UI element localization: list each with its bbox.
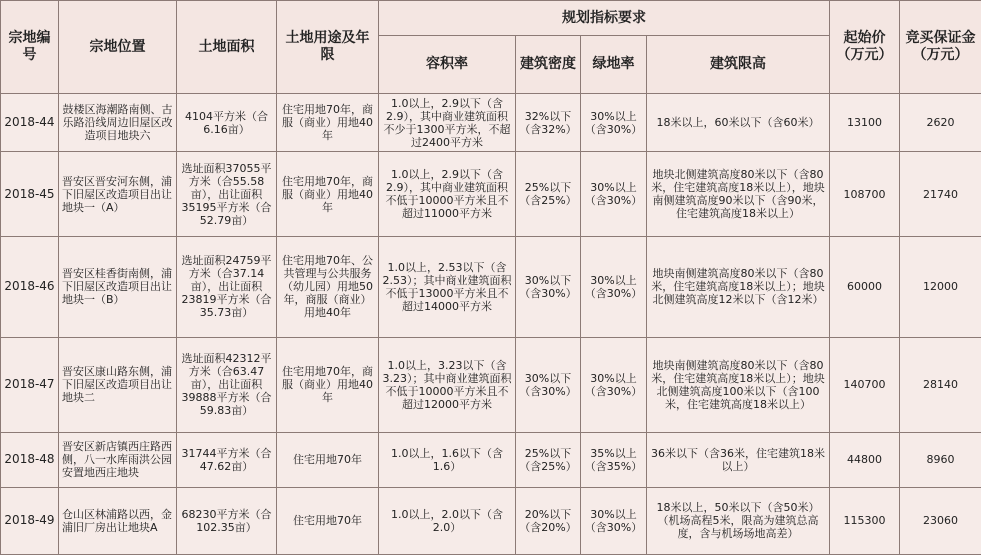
parcel-area: 选址面积42312平方米（合63.47亩），出让面积39888平方米（合59.83亩）: [177, 337, 277, 432]
parcel-id: 2018-44: [1, 94, 59, 152]
parcel-height: 地块南侧建筑高度80米以下（含80米，住宅建筑高度18米以上）；地块北侧建筑高度100米以下（含100米，住宅建筑高度18米以上）: [647, 337, 830, 432]
parcel-location: 晋安区康山路东侧，浦下旧屋区改造项目出让地块二: [59, 337, 177, 432]
table-row: [1, 152, 981, 237]
parcel-far: 1.0以上，3.23以下（含3.23）；其中商业建筑面积不低于10000平方米且不超过12000平方米: [379, 337, 516, 432]
parcel-density: 25%以下（含25%）: [516, 432, 581, 487]
header-location: 宗地位置: [59, 1, 177, 94]
parcel-area: 68230平方米（合102.35亩）: [177, 487, 277, 554]
parcel-use: 住宅用地70年，商服（商业）用地40年: [277, 337, 379, 432]
parcel-id: 2018-49: [1, 487, 59, 554]
parcel-density: 30%以下（含30%）: [516, 237, 581, 337]
parcel-green: 30%以上（含30%）: [581, 152, 647, 237]
parcel-price: 60000: [830, 237, 900, 337]
parcel-location: 鼓楼区海潮路南侧、古乐路沿线周边旧屋区改造项目地块六: [59, 94, 177, 152]
table-row: [1, 432, 981, 487]
header-floor-area-ratio: 容积率: [379, 36, 516, 94]
parcel-price: 13100: [830, 94, 900, 152]
parcel-id: 2018-45: [1, 152, 59, 237]
parcel-use: 住宅用地70年，商服（商业）用地40年: [277, 94, 379, 152]
parcel-use: 住宅用地70年、公共管理与公共服务（幼儿园）用地50年，商服（商业）用地40年: [277, 237, 379, 337]
parcel-height: 18米以上，60米以下（含60米）: [647, 94, 830, 152]
parcel-location: 晋安区新店镇西庄路西侧，八一水库雨洪公园安置地西庄地块: [59, 432, 177, 487]
parcel-area: 选址面积37055平方米（合55.58亩），出让面积35195平方米（合52.79亩）: [177, 152, 277, 237]
header-land-use: 土地用途及年限: [277, 1, 379, 94]
header-building-density: 建筑密度: [516, 36, 581, 94]
header-green-ratio: 绿地率: [581, 36, 647, 94]
parcel-far: 1.0以上，2.53以下（含2.53）；其中商业建筑面积不低于13000平方米且不超过14000平方米: [379, 237, 516, 337]
parcel-far: 1.0以上，2.9以下（含2.9），其中商业建筑面积不低于10000平方米且不超过11000平方米: [379, 152, 516, 237]
header-deposit: 竞买保证金（万元）: [900, 1, 981, 94]
parcel-density: 20%以下（含20%）: [516, 487, 581, 554]
table-row: [1, 487, 981, 554]
parcel-height: 36米以下（含36米，住宅建筑18米以上）: [647, 432, 830, 487]
parcel-price: 140700: [830, 337, 900, 432]
header-starting-price: 起始价（万元）: [830, 1, 900, 94]
parcel-deposit: 12000: [900, 237, 981, 337]
parcel-location: 晋安区晋安河东侧，浦下旧屋区改造项目出让地块一（A）: [59, 152, 177, 237]
far-text: 1.0以上，2.9以下（含2.9），其中商业建筑面积不少于1300平方米，不超过2400平方米: [383, 96, 511, 149]
parcel-height: 地块北侧建筑高度80米以下（含80米，住宅建筑高度18米以上），地块南侧建筑高度90米以下（含90米，住宅建筑高度18米以上）: [647, 152, 830, 237]
parcel-area: 选址面积24759平方米（合37.14亩），出让面积23819平方米（合35.73亩）: [177, 237, 277, 337]
parcel-id: 2018-48: [1, 432, 59, 487]
parcel-height: 地块南侧建筑高度80米以下（含80米，住宅建筑高度18米以上）；地块北侧建筑高度12米以下（含12米）: [647, 237, 830, 337]
parcel-green: 30%以上（含30%）: [581, 337, 647, 432]
parcel-green: 30%以上（含30%）: [581, 237, 647, 337]
header-parcel-id: 宗地编号: [1, 1, 59, 94]
parcel-use: 住宅用地70年: [277, 487, 379, 554]
parcel-location: 晋安区桂香街南侧，浦下旧屋区改造项目出让地块一（B）: [59, 237, 177, 337]
parcel-far: 1.0以上，2.0以下（含2.0）: [379, 487, 516, 554]
table-row: [1, 94, 981, 152]
parcel-id: 2018-47: [1, 337, 59, 432]
parcel-use: 住宅用地70年，商服（商业）用地40年: [277, 152, 379, 237]
parcel-id: 2018-46: [1, 237, 59, 337]
parcel-deposit: 2620: [900, 94, 981, 152]
header-land-area: 土地面积: [177, 1, 277, 94]
parcel-far: [379, 94, 516, 152]
header-planning-requirements: 规划指标要求: [379, 1, 830, 36]
parcel-green: 30%以上（含30%）: [581, 487, 647, 554]
parcel-area: 31744平方米（合47.62亩）: [177, 432, 277, 487]
parcel-use: 住宅用地70年: [277, 432, 379, 487]
parcel-area: 4104平方米（合6.16亩）: [177, 94, 277, 152]
parcel-green: 30%以上（含30%）: [581, 94, 647, 152]
parcel-deposit: 23060: [900, 487, 981, 554]
header-height-limit: 建筑限高: [647, 36, 830, 94]
parcel-green: 35%以上（含35%）: [581, 432, 647, 487]
parcel-deposit: 8960: [900, 432, 981, 487]
table-row: [1, 337, 981, 432]
table-row: [1, 237, 981, 337]
parcel-deposit: 28140: [900, 337, 981, 432]
parcel-price: 115300: [830, 487, 900, 554]
parcel-density: 30%以下（含30%）: [516, 337, 581, 432]
parcel-price: 108700: [830, 152, 900, 237]
parcel-price: 44800: [830, 432, 900, 487]
parcel-deposit: 21740: [900, 152, 981, 237]
parcel-location: 仓山区林浦路以西，金浦旧厂房出让地块A: [59, 487, 177, 554]
parcel-density: 25%以下（含25%）: [516, 152, 581, 237]
parcel-far: 1.0以上，1.6以下（含1.6）: [379, 432, 516, 487]
parcel-height: 18米以上，50米以下（含50米）（机场高程5米，限高为建筑总高度，含与机场场地高差）: [647, 487, 830, 554]
parcel-density: 32%以下（含32%）: [516, 94, 581, 152]
